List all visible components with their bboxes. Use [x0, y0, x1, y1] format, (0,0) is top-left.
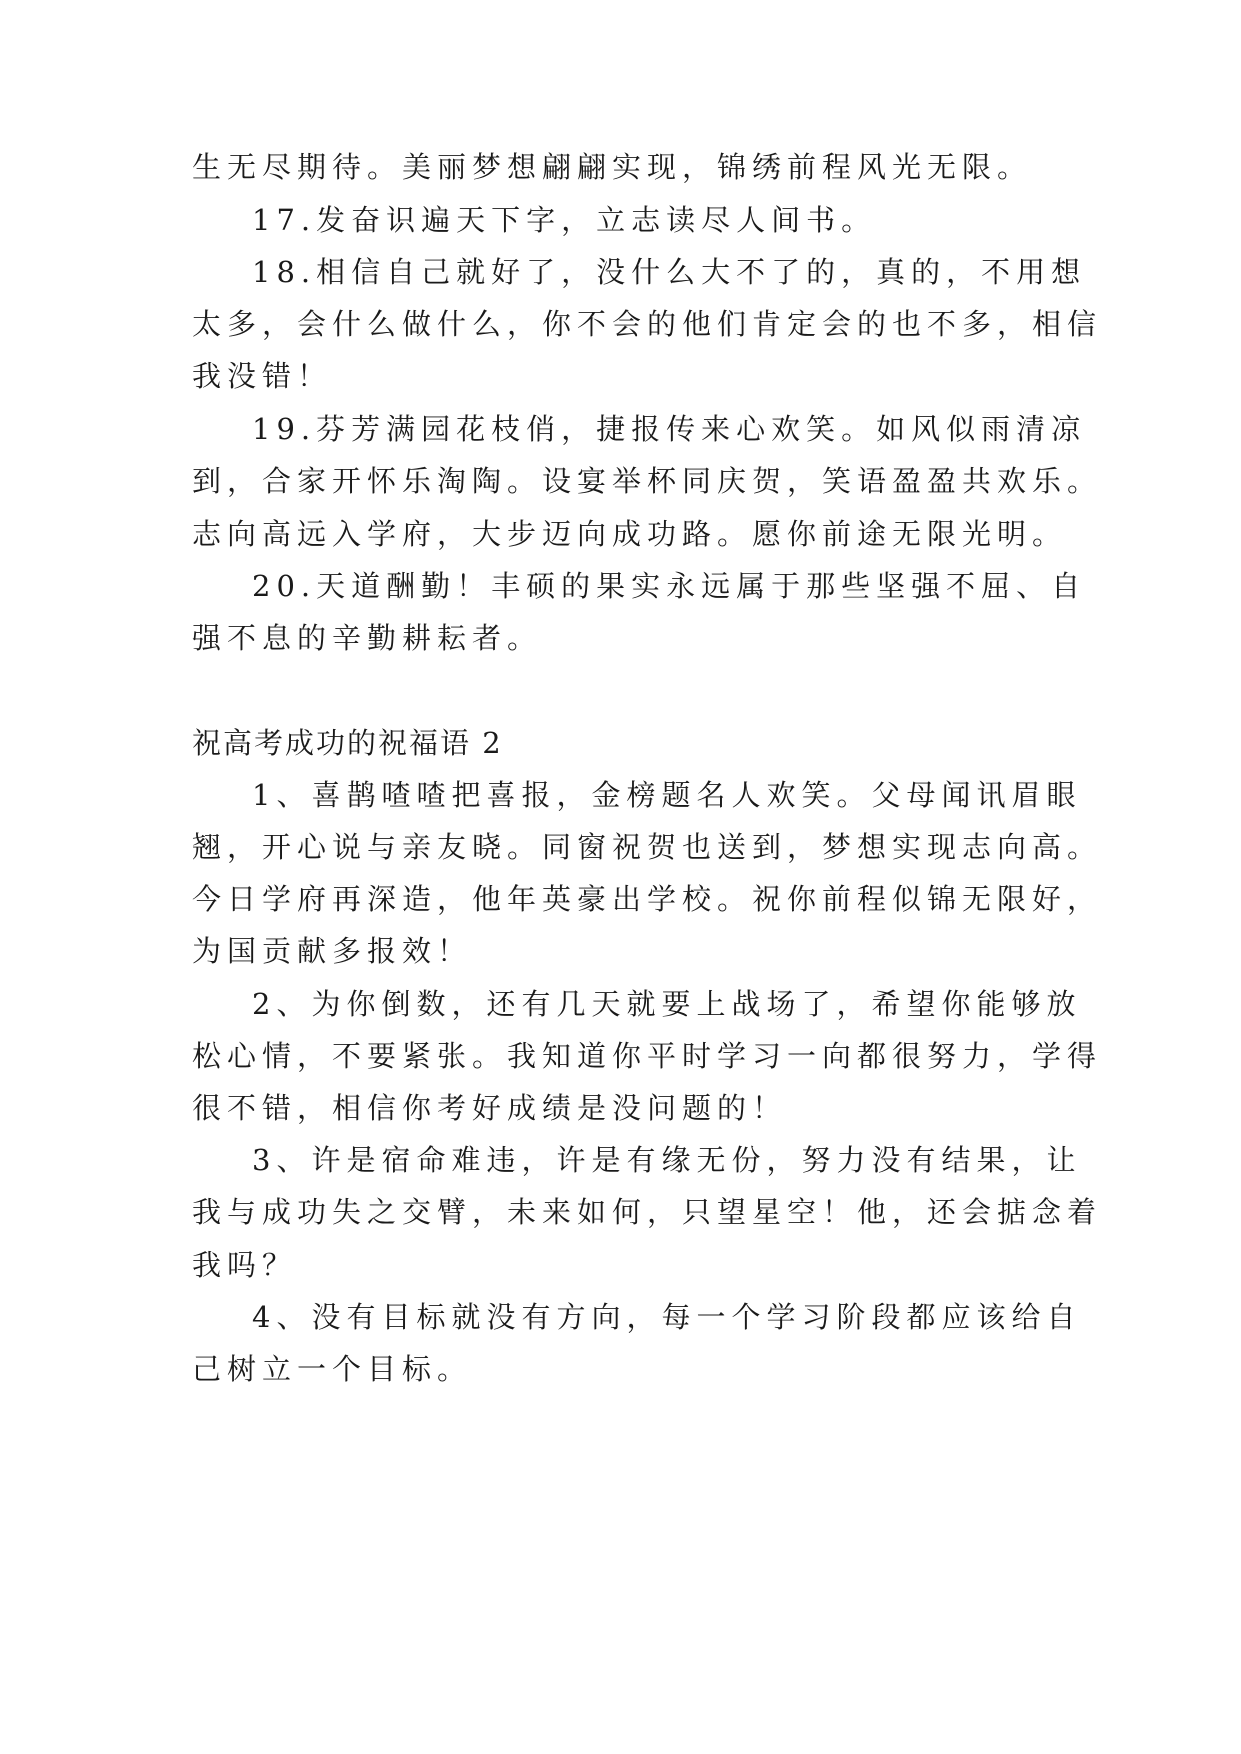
text-line: 3、许是宿命难违，许是有缘无份，努力没有结果，让 — [252, 1143, 1082, 1177]
text-line: 4、没有目标就没有方向，每一个学习阶段都应该给自 — [252, 1300, 1082, 1334]
text-line: 太多，会什么做什么，你不会的他们肯定会的也不多，相信 — [192, 307, 1103, 341]
text-line: 我吗？ — [192, 1248, 298, 1282]
text-line: 19.芬芳满园花枝俏，捷报传来心欢笑。如风似雨清凉 — [252, 412, 1087, 446]
text-line: 今日学府再深造，他年英豪出学校。祝你前程似锦无限好， — [192, 882, 1103, 916]
text-line: 2、为你倒数，还有几天就要上战场了，希望你能够放 — [252, 987, 1082, 1021]
text-line: 志向高远入学府，大步迈向成功路。愿你前途无限光明。 — [192, 517, 1068, 551]
text-line: 为国贡献多报效！ — [192, 934, 473, 968]
text-line: 到，合家开怀乐淘陶。设宴举杯同庆贺，笑语盈盈共欢乐。 — [192, 464, 1103, 498]
text-line: 我与成功失之交臂，未来如何，只望星空！他，还会掂念着 — [192, 1195, 1103, 1229]
section-heading: 祝高考成功的祝福语 2 — [192, 726, 503, 760]
text-line: 18.相信自己就好了，没什么大不了的，真的，不用想 — [252, 255, 1087, 289]
text-line: 松心情，不要紧张。我知道你平时学习一向都很努力，学得 — [192, 1039, 1103, 1073]
text-line: 生无尽期待。美丽梦想翩翩实现，锦绣前程风光无限。 — [192, 150, 1033, 184]
text-line: 强不息的辛勤耕耘者。 — [192, 621, 543, 655]
text-line: 己树立一个目标。 — [192, 1352, 473, 1386]
text-line: 1、喜鹊喳喳把喜报，金榜题名人欢笑。父母闻讯眉眼 — [252, 778, 1082, 812]
text-line: 20.天道酬勤！丰硕的果实永远属于那些坚强不屈、自 — [252, 569, 1087, 603]
text-line: 17.发奋识遍天下字，立志读尽人间书。 — [252, 203, 877, 237]
text-line: 很不错，相信你考好成绩是没问题的！ — [192, 1091, 788, 1125]
text-line: 翘，开心说与亲友晓。同窗祝贺也送到，梦想实现志向高。 — [192, 830, 1103, 864]
text-line: 我没错！ — [192, 359, 333, 393]
